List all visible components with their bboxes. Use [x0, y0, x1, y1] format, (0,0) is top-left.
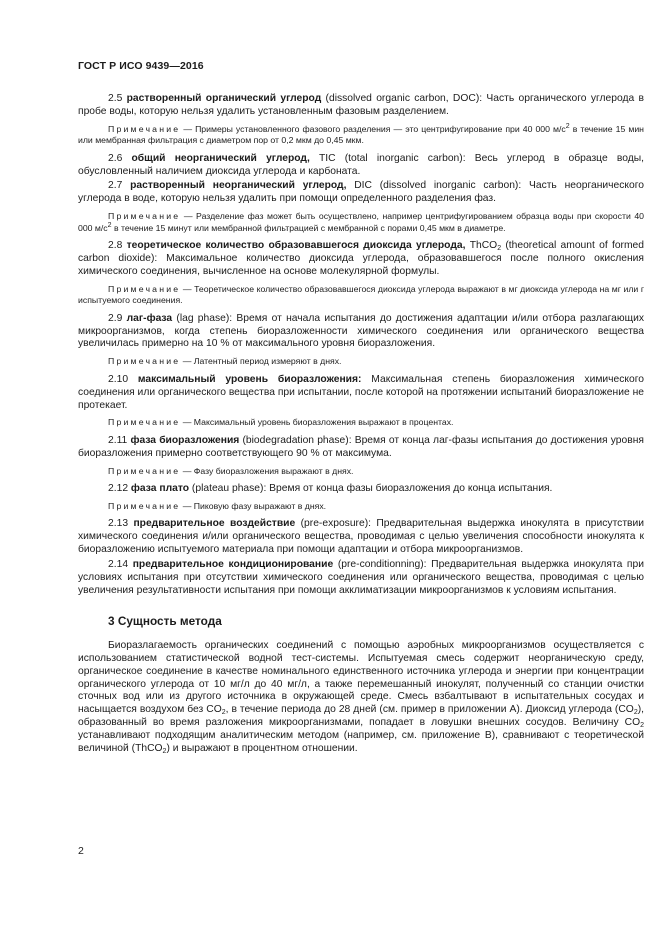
definition-2-13: 2.13 предварительное воздействие (pre-exposure): Предварительная выдержка инокулята в присутствии химического соединения и/или органического вещества, проводимая с целью увеличения способности инокулята к биоразложению испытуемого материала при помощи адаптации и отбора микроорганизмов.: [78, 518, 645, 556]
term: предварительное воздействие: [133, 518, 296, 530]
definition-2-14: 2.14 предварительное кондиционирование (pre-conditionning): Предварительная выдержка инокулята при условиях испытания при отсутствии химического соединения или органического вещества, проводимая с целью увеличения результативности испытания при помощи акклиматизации микроорганизмов к условиям испытания.: [78, 559, 644, 596]
term: растворенный неорганический углерод,: [130, 180, 347, 192]
page-number: 2: [78, 845, 84, 857]
note: Примечание — Теоретическое количество образовавшегося диоксида углерода выражают в мг диоксида углерода на мг или г испытуемого соединения.: [78, 283, 644, 306]
document-header: ГОСТ Р ИСО 9439—2016: [78, 60, 204, 72]
definition-2-6: 2.6 общий неорганический углерод, TIC (total inorganic carbon): Весь углерод в образце воды, обусловленный наличием диоксида углерода и карбоната.: [78, 152, 644, 177]
term: теоретическое количество образовавшегося диоксида углерода,: [126, 240, 466, 252]
definition-2-10: 2.10 максимальный уровень биоразложения: Максимальная степень биоразложения химического соединения или органического вещества при испытании, после которой на протяжении испытаний биоразложение не протекает.: [78, 373, 644, 411]
term: фаза плато: [130, 483, 190, 495]
section-3-title: 3 Сущность метода: [108, 613, 222, 628]
term: лаг-фаза: [126, 312, 173, 324]
term: растворенный органический углерод: [126, 93, 322, 104]
term: максимальный уровень биоразложения:: [137, 373, 362, 385]
note: Примечание — Разделение фаз может быть осуществлено, например центрифугированием образца воды при скорости 40 000 $м/с^2$ в течение 15 минут или мембранной фильтрацией с мембранной с порами 0,45 мкм в диаметре.: [78, 211, 644, 233]
term: предварительное кондиционирование: [132, 559, 334, 571]
note: Примечание — Латентный период измеряют в днях.: [108, 356, 342, 367]
definition-2-7: 2.7 растворенный неорганический углерод, DIC (dissolved inorganic carbon): Часть неорганического углерода в воде, которую нельзя удалить при помощи определенного разделения фаз.: [78, 180, 644, 205]
term: фаза биоразложения: [130, 434, 240, 446]
definition-2-9: 2.9 лаг-фаза (lag phase): Время от начала испытания до достижения адаптации и/или отбора разлагающих микроорганизмов, когда степень биоразложенности химического соединения или органического вещества увеличилась примерно на 10 % от максимального уровня биоразложения.: [78, 312, 644, 350]
note: Примечание — Фазу биоразложения выражают в днях.: [108, 465, 354, 476]
definition-2-8: 2.8 теоретическое количество образовавшегося диоксида углерода, ThCO$_2$ (theoretical amount of formed carbon dioxide): Максимальное количество диоксида углерода, образовавшегося после полного окисления химического соединения, вычисленное на основе молекулярной формулы.: [78, 240, 645, 277]
term: общий неорганический углерод,: [131, 152, 310, 164]
document-body: [78, 93, 644, 758]
note: Примечание — Примеры установленного фазового разделения — это центрифугирование при 40 000 $м/с^2$ в течение 15 мин или мембранная фильтрация с диаметром пор от 0,2 мкм до 0,45 мкм.: [78, 122, 644, 146]
definition-2-11: 2.11 фаза биоразложения (biodegradation phase): Время от конца лаг-фазы испытания до достижения уровня биоразложения примерно соответствующего 90 % от максимума.: [78, 434, 644, 459]
note: Примечание — Максимальный уровень биоразложения выражают в процентах.: [108, 417, 454, 428]
definition-2-12: 2.12 фаза плато (plateau phase): Время от конца фазы биоразложения до конца испытания.: [108, 483, 553, 495]
definition-2-5: 2.5 растворенный органический углерод (dissolved organic carbon, DOC): Часть органического углерода в пробе воды, которую нельзя удалить установленным фазовым разделением.: [78, 93, 644, 117]
note: Примечание — Пиковую фазу выражают в днях.: [108, 500, 327, 511]
section-3-paragraph: Биоразлагаемость органических соединений с помощью аэробных микроорганизмов осуществляется с использованием статистической водной тест-системы. Испытуемая смесь содержит неорганическую среду, органическое соединение в качестве номинального единственного источника углерода и энергии при концентрации органического углерода от 10 мг/л до 40 мг/л, а также перемешанный инокулят, полученный со станции очистки сточных вод или из другого источника в окружающей среде. Смесь взбалтывают в испытательных сосудах и насыщается воздухом без $CO_2$, в течение периода до 28 дней (см. пример в приложении А). Диоксид углерода $(CO_2)$, образованный во время разложения микроорганизмами, попадает в ловушки внешних сосудов. Величину $CO_2$ устанавливают подходящим аналитическим методом (например, см. приложение В), сравнивают с теоретической величиной (ThCO$_2$) и выражают в процентном отношении.: [78, 639, 645, 756]
